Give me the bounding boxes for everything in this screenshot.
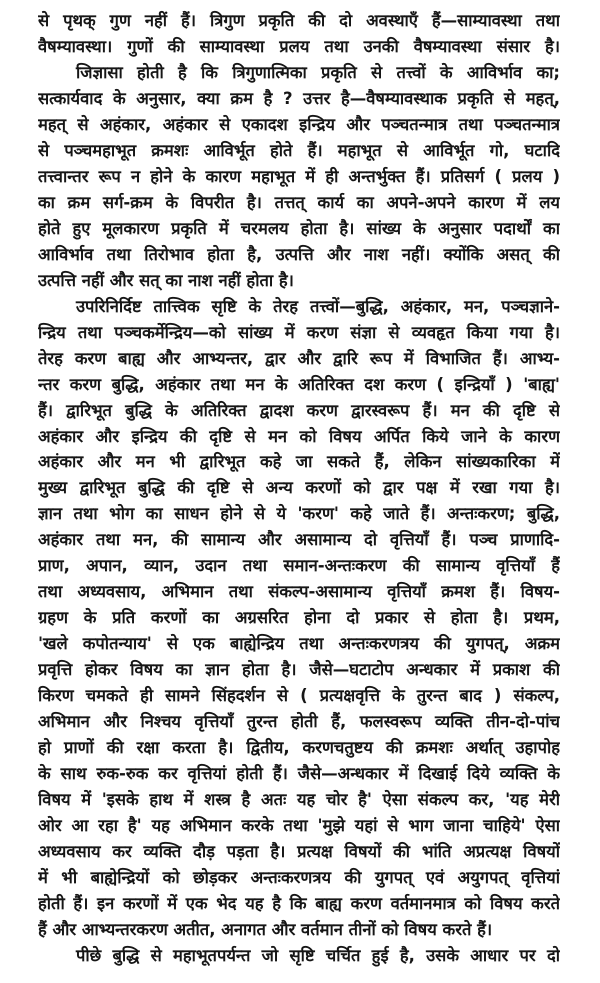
text-line: ग्रहण के प्रति करणों का अग्रसरित होना दो प्रकार से होता है। प्रथम, [38,608,560,628]
text-line: न्तर करण बुद्धि, अहंकार तथा मन के अतिरिक्त दश करण ( इन्द्रियाँ ) 'बाह्य' [38,374,560,394]
text-line: हैं और आभ्यन्तरकरण अतीत, अनागत और वर्तमान तीनों को विषय करते हैं। [38,919,493,939]
text-line: तथा अध्यवसाय, अभिमान तथा संकल्प-असामान्य वृत्तियाँ क्रमश हैं। विषय- [38,582,560,602]
text-line: 'खले कपोतन्याय' से एक बाह्येन्द्रिय तथा अन्तःकरणत्रय की युगपत्, अक्रम [38,634,560,654]
text-line: वैषम्यावस्था। गुणों की साम्यावस्था प्रलय तथा उनकी वैषम्यावस्था संसार है। [38,36,560,56]
text-line: का क्रम सर्ग-क्रम के विपरीत है। तत्तत् कार्य का अपने-अपने कारण में लय [38,192,560,212]
text-line: के साथ रुक-रुक कर वृत्तियां होती हैं। जैसे—अन्धकार में दिखाई दिये व्यक्ति के [38,764,560,784]
text-line: जिज्ञासा होती है कि त्रिगुणात्मिका प्रकृति से तत्त्वों के आविर्भाव का; [76,62,560,82]
text-line: अहंकार और इन्द्रिय की दृष्टि से मन को विषय अर्पित किये जाने के कारण [38,426,560,446]
text-line: होती हैं। इन करणों में एक भेद यह है कि बाह्य करण वर्तमानमात्र को विषय करते [38,893,560,913]
text-line: आविर्भाव तथा तिरोभाव होता है, उत्पत्ति और नाश नहीं। क्योंकि असत् की [38,244,560,264]
text-line: में भी बाह्येन्द्रियों को छोड़कर अन्तःकरणत्रय की युगपत् एवं अयुगपत् वृत्तियां [38,867,560,887]
text-line: किरण चमकते ही सामने सिंहदर्शन से ( प्रत्यक्षवृत्ति के तुरन्त बाद ) संकल्प, [38,686,560,706]
text-line: उत्पत्ति नहीं और सत् का नाश नहीं होता है। [38,270,294,290]
text-line: महत् से अहंकार, अहंकार से एकादश इन्द्रिय और पञ्चतन्मात्र तथा पञ्चतन्मात्र [38,114,560,134]
text-line: मुख्य द्वारिभूत बुद्धि की दृष्टि से अन्य करणों को द्वार पक्ष में रखा गया है। [38,478,560,498]
text-line: अहंकार और मन भी द्वारिभूत कहे जा सकते हैं, लेकिन सांख्यकारिका में [38,452,560,472]
text-line: उपरिनिर्दिष्ट तात्त्विक सृष्टि के तेरह तत्त्वों—बुद्धि, अहंकार, मन, पञ्चज्ञाने- [76,296,560,316]
document-page [38,8,560,969]
text-line: अध्यवसाय कर व्यक्ति दौड़ पड़ता है। प्रत्यक्ष विषयों की भांति अप्रत्यक्ष विषयों [38,842,560,861]
text-line: तत्त्वान्तर रूप न होने के कारण महाभूत में ही अन्तर्भुक्त हैं। प्रतिसर्ग ( प्रलय ) [38,166,560,186]
text-line: से पृथक् गुण नहीं हैं। त्रिगुण प्रकृति की दो अवस्थाएँ हैं—साम्यावस्था तथा [38,11,560,30]
text-line: अभिमान और निश्चय वृत्तियाँ तुरन्त होती हैं, फलस्वरूप व्यक्ति तीन-दो-पांच [38,712,560,732]
text-line: हैं। द्वारिभूत बुद्धि के अतिरिक्त द्वादश करण द्वारस्वरूप हैं। मन की दृष्टि से [38,400,560,420]
text-line: हो प्राणों की रक्षा करता है। द्वितीय, करणचतुष्टय की क्रमशः अर्थात् उहापोह [38,738,560,758]
text-line: पीछे बुद्धि से महाभूतपर्यन्त जो सृष्टि चर्चित हुई है, उसके आधार पर दो [76,945,560,965]
text-line: विषय में 'इसके हाथ में शस्त्र है अतः यह चोर है' ऐसा संकल्प कर, 'यह मेरी [38,790,560,810]
text-line: अहंकार तथा मन, की सामान्य और असामान्य दो वृत्तियाँ हैं। पञ्च प्राणादि- [38,530,560,550]
text-line: न्द्रिय तथा पञ्चकर्मेन्द्रिय—को सांख्य में करण संज्ञा से व्यवहृत किया गया है। [38,322,560,342]
text-line: प्रवृत्ति होकर विषय का ज्ञान होता है। जैसे—घटाटोप अन्धकार में प्रकाश की [38,660,560,680]
text-line: होते हुए मूलकारण प्रकृति में चरमलय होता है। सांख्य के अनुसार पदार्थों का [38,218,560,238]
text-line: प्राण, अपान, व्यान, उदान तथा समान-अन्तःकरण की सामान्य वृत्तियाँ हैं [38,556,560,576]
text-line: ओर आ रहा है' यह अभिमान करके तथा 'मुझे यहां से भाग जाना चाहिये' ऐसा [38,816,560,836]
text-line: से पञ्चमहाभूत क्रमशः आविर्भूत होते हैं। महाभूत से आविर्भूत गो, घटादि [38,140,560,160]
text-line: सत्कार्यवाद के अनुसार, क्या क्रम है ? उत्तर है—वैषम्यावस्थाक प्रकृति से महत्, [38,88,560,108]
text-line: ज्ञान तथा भोग का साधन होने से ये 'करण' कहे जाते हैं। अन्तःकरण; बुद्धि, [38,504,560,524]
text-line: तेरह करण बाह्य और आभ्यन्तर, द्वार और द्वारि रूप में विभाजित हैं। आभ्य- [38,348,560,368]
